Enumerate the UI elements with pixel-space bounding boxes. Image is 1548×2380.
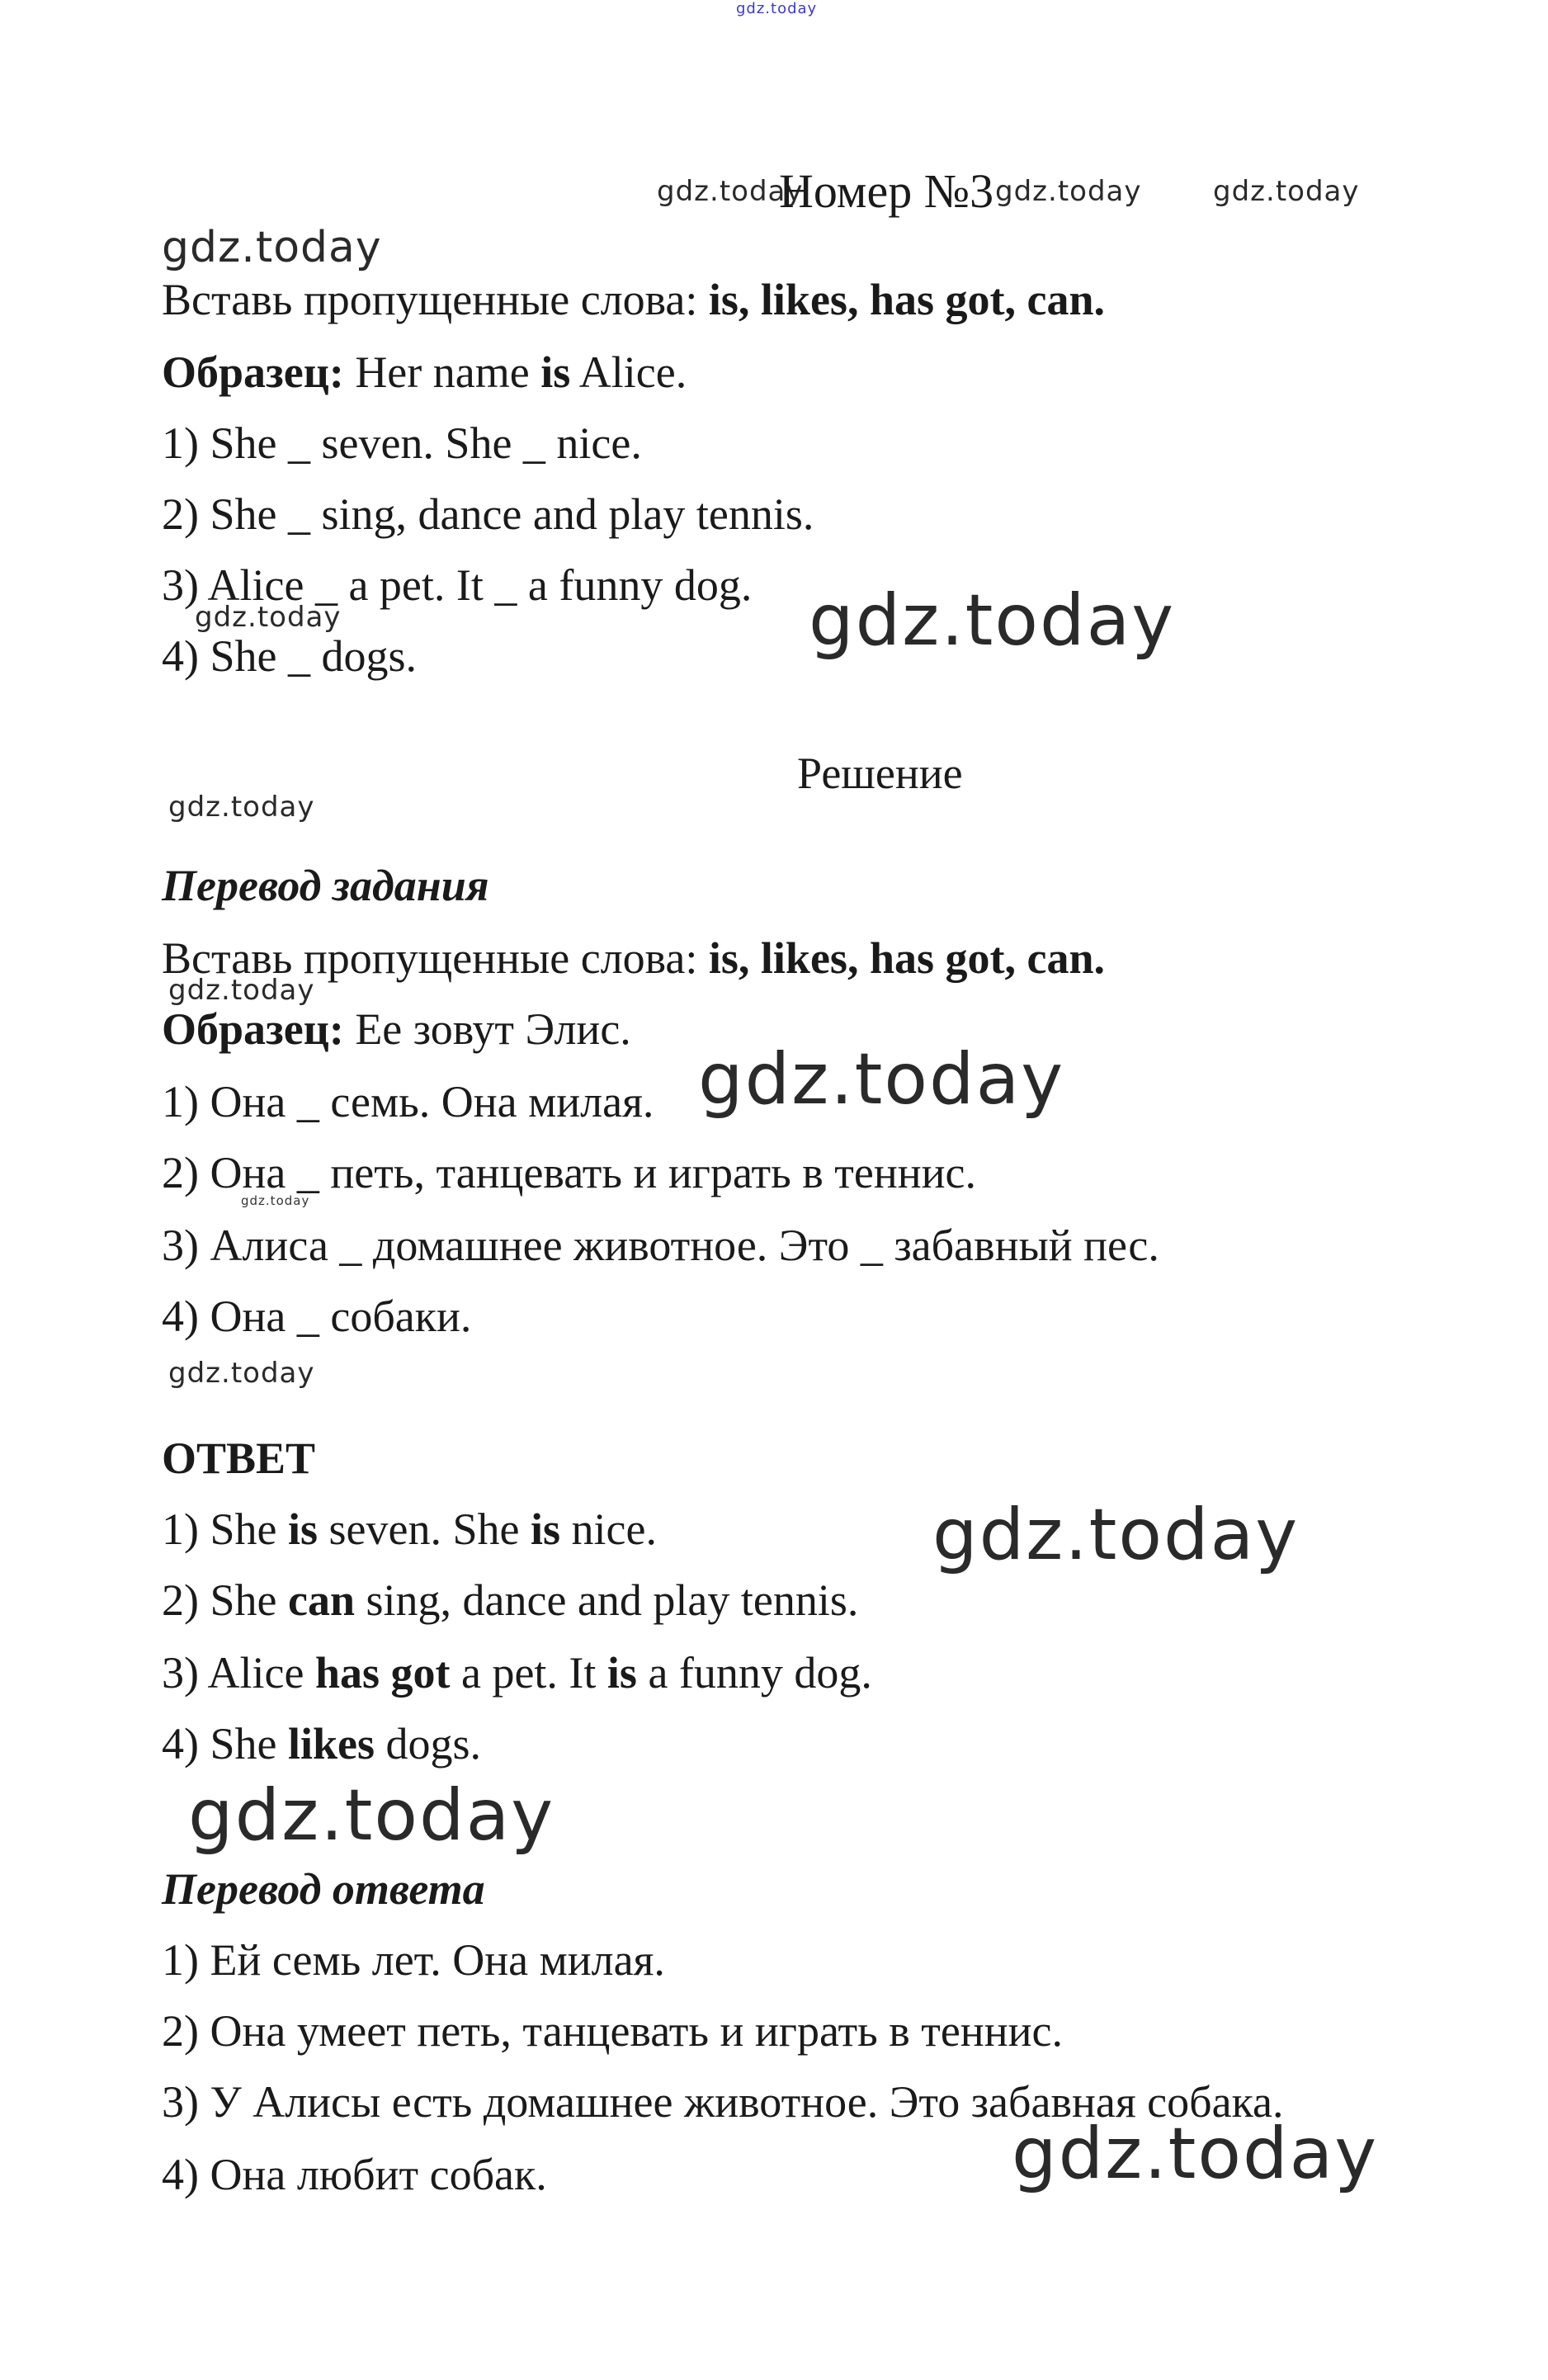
answer-text: seven. She	[318, 1504, 531, 1554]
answer-text: a pet. It	[450, 1648, 607, 1698]
answer-item	[162, 1504, 657, 1554]
instruction-words: is, likes, has got, can.	[708, 933, 1105, 983]
answer-word: is	[606, 1648, 637, 1698]
translation-item: 3) Алиса _ домашнее животное. Это _ забавный пес.	[162, 1221, 1159, 1270]
answer-item	[162, 1648, 872, 1698]
task-item: 3) Alice _ a pet. It _ a funny dog.	[162, 560, 753, 610]
translation-answer-item: 2) Она умеет петь, танцевать и играть в теннис.	[162, 2006, 1063, 2056]
watermark: gdz.today	[1213, 175, 1360, 208]
watermark: gdz.today	[168, 974, 315, 1007]
example-word: is	[540, 347, 571, 397]
translation-answer-item: 4) Она любит собак.	[162, 2150, 547, 2199]
page-title: Номер №3	[779, 164, 994, 218]
watermark-top: gdz.today	[736, 0, 818, 17]
watermark: gdz.today	[168, 1357, 315, 1390]
task-example	[162, 347, 687, 397]
answer-text: nice.	[560, 1504, 657, 1554]
answer-text: 2) She	[162, 1575, 288, 1625]
answer-heading: ОТВЕТ	[162, 1433, 316, 1483]
example-text: Her name	[343, 347, 541, 397]
example-text: Ее зовут Элис.	[343, 1004, 631, 1054]
watermark: gdz.today	[698, 1038, 1065, 1121]
answer-text: a funny dog.	[636, 1648, 872, 1698]
task-item: 1) She _ seven. She _ nice.	[162, 418, 642, 468]
watermark: gdz.today	[657, 175, 804, 208]
answer-word: has got	[314, 1648, 451, 1698]
answer-text: 3) Alice	[162, 1648, 315, 1698]
watermark: gdz.today	[168, 791, 315, 824]
example-label: Образец:	[162, 1004, 344, 1054]
translation-example	[162, 1004, 631, 1054]
answer-text: dogs.	[375, 1719, 482, 1768]
translation-item: 2) Она _ петь, танцевать и играть в теннис.	[162, 1148, 976, 1197]
example-label: Образец:	[162, 347, 344, 397]
translation-answer-heading: Перевод ответа	[162, 1864, 485, 1914]
answer-word: can	[287, 1575, 355, 1625]
answer-word: likes	[287, 1719, 375, 1768]
watermark: gdz.today	[995, 175, 1142, 208]
answer-text: 1) She	[162, 1504, 288, 1554]
watermark: gdz.today	[241, 1193, 310, 1208]
answer-word: is	[287, 1504, 319, 1554]
translation-answer-item: 1) Ей семь лет. Она милая.	[162, 1935, 665, 1985]
translation-instruction	[162, 933, 1105, 983]
answer-text: 4) She	[162, 1719, 288, 1768]
answer-word: is	[530, 1504, 560, 1554]
example-text: Alice.	[570, 347, 687, 397]
translation-item: 1) Она _ семь. Она милая.	[162, 1077, 654, 1126]
watermark: gdz.today	[932, 1494, 1300, 1576]
watermark: gdz.today	[188, 1774, 555, 1857]
solution-heading: Решение	[797, 748, 963, 798]
task-item: 2) She _ sing, dance and play tennis.	[162, 489, 814, 539]
watermark: gdz.today	[195, 601, 342, 634]
watermark: gdz.today	[1012, 2113, 1379, 2195]
task-item: 4) She _ dogs.	[162, 631, 417, 681]
translation-task-heading: Перевод задания	[162, 861, 489, 910]
answer-item	[162, 1575, 859, 1625]
instruction-words: is, likes, has got, can.	[708, 275, 1105, 324]
instruction-prefix: Вставь пропущенные слова:	[162, 933, 709, 983]
translation-answer-item: 3) У Алисы есть домашнее животное. Это забавная собака.	[162, 2077, 1284, 2127]
watermark: gdz.today	[809, 579, 1176, 662]
answer-item	[162, 1721, 481, 1766]
instruction-prefix: Вставь пропущенные слова:	[162, 275, 709, 324]
watermark: gdz.today	[162, 223, 382, 272]
answer-text: sing, dance and play tennis.	[354, 1575, 859, 1625]
task-instruction	[162, 277, 1105, 322]
translation-item: 4) Она _ собаки.	[162, 1292, 472, 1341]
